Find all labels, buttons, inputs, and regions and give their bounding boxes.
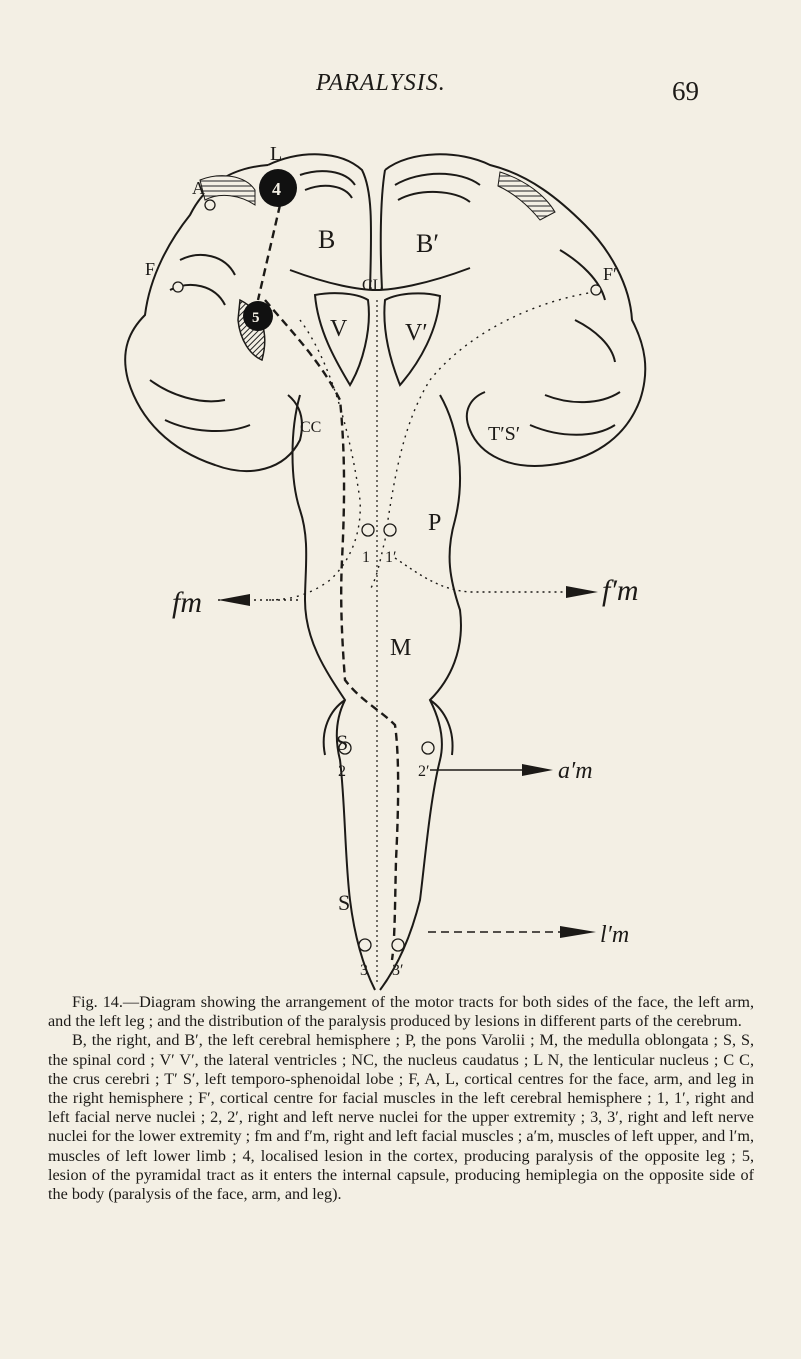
left-hemisphere-outline	[385, 154, 645, 466]
nucleus-3-prime	[392, 939, 404, 951]
left-facial-tract	[370, 292, 595, 590]
running-head: PARALYSIS.	[316, 70, 446, 96]
label-M: M	[390, 635, 412, 661]
label-2: 2	[338, 763, 346, 780]
label-fm: fm	[172, 586, 202, 619]
label-F: F	[145, 259, 156, 279]
caption-legend: B, the right, and B′, the left cerebral hemisphere ; P, the pons Varolii ; M, the medulla oblongata ; S, S, the spinal cord ; V′ V′, the lateral ventricles ; NC, the nucleus caudatus ; L N, the lenticular nucleus ; C C, the crus cerebri ; T′ S′, left temporo-sphenoidal lobe ; F, A, L, cortical centres for the face, arm, and leg in the right hemisphere ; F′, cortical centre for facial muscles in the left cerebral hemisphere ; 1, 1′, right and left facial nerve nuclei ; 2, 2′, right and left nerve nuclei for the upper extremity ; 3, 3′, right and left nerve nuclei for the lower extremity ; fm and f′m, right and left facial muscles ; a′m, muscles of left upper, and l′m, muscles of left lower limb ; 4, localised lesion in the cortex, producing paralysis of the opposite leg ; 5, lesion of the pyramidal tract as it enters the internal capsule, producing hemiplegia on the opposite side of the body (paralysis of the face, arm, and leg).	[48, 1031, 754, 1204]
label-V: V	[330, 316, 348, 342]
label-S-lower: S	[338, 890, 351, 915]
label-3-prime: 3′	[392, 962, 404, 979]
nucleus-2-prime	[422, 742, 434, 754]
label-a-prime-m: a′m	[558, 758, 593, 784]
label-F-prime: F′	[603, 264, 617, 284]
label-3: 3	[360, 962, 368, 979]
centre-F-prime	[591, 285, 601, 295]
centre-F	[173, 282, 183, 292]
label-TS-prime: T′S′	[488, 423, 521, 445]
label-1-prime: 1′	[385, 549, 397, 566]
nucleus-1-prime	[384, 524, 396, 536]
label-S-upper: S	[336, 730, 349, 755]
label-l-prime-m: l′m	[600, 922, 630, 948]
label-L: L	[270, 143, 283, 165]
label-2-prime: 2′	[418, 763, 430, 780]
brainstem-right	[380, 395, 461, 990]
l-prime-m-arrowhead	[560, 926, 596, 938]
label-A: A	[192, 178, 205, 198]
right-hemisphere-outline	[125, 165, 302, 471]
label-CC: CC	[300, 419, 322, 436]
label-V-prime: V′	[405, 320, 428, 346]
label-lesion-4: 4	[272, 179, 281, 199]
brainstem-left	[293, 395, 376, 990]
centre-A	[205, 200, 215, 210]
figure-caption	[48, 993, 754, 1204]
a-prime-m-arrowhead	[522, 764, 553, 776]
page-number: 69	[672, 76, 699, 106]
nucleus-1	[362, 524, 374, 536]
label-B: B	[318, 225, 336, 254]
label-CL: CL	[362, 277, 383, 294]
label-B-prime: B′	[416, 229, 440, 258]
label-lesion-5: 5	[252, 310, 260, 326]
fm-arrowhead	[218, 594, 250, 606]
fprime-m-nerve	[395, 558, 592, 592]
caption-title: Fig. 14.—Diagram showing the arrangement of the motor tracts for both sides of the face, the left arm, and the left leg ; and the distribution of the paralysis produced by lesions in different parts of the cerebrum.	[48, 993, 754, 1031]
fprime-m-arrowhead	[566, 586, 598, 598]
label-f-prime-m: f′m	[602, 574, 639, 607]
nucleus-3	[359, 939, 371, 951]
label-1: 1	[362, 549, 370, 566]
label-P: P	[428, 510, 442, 536]
